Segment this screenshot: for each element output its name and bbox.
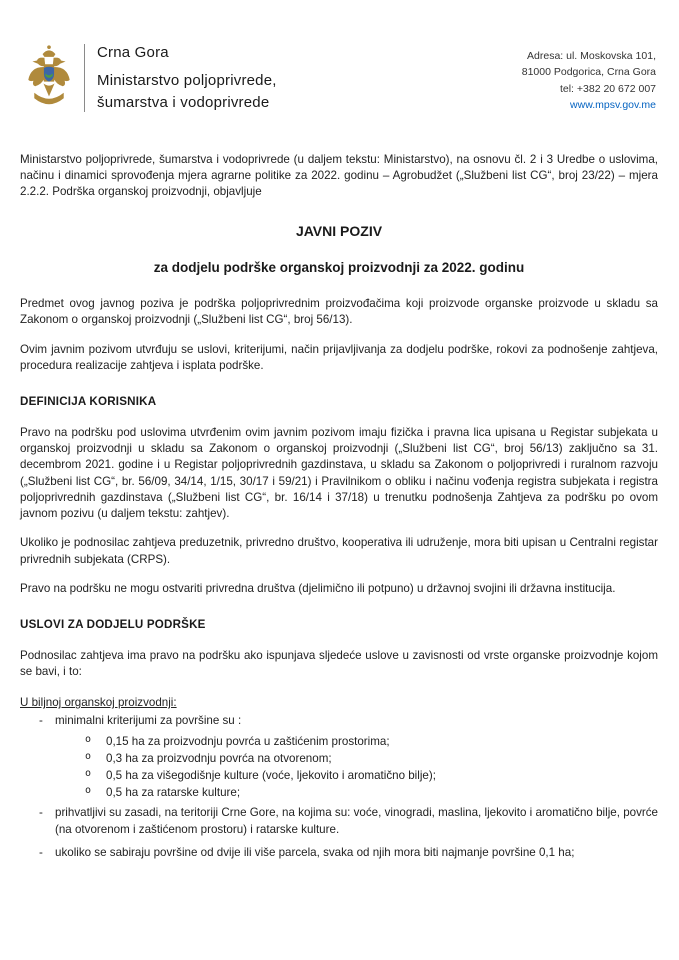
document-body — [20, 152, 658, 861]
paragraph-ukoliko-podnosilac: Ukoliko je podnosilac zahtjeva preduzetnik, privredno društvo, kooperativa ili udruženje, mora biti upisan u Centralni registar privrednih subjekata (CRPS). — [20, 536, 658, 566]
sub-bullet-text: 0,5 ha za ratarske kulture; — [106, 786, 241, 800]
letterhead-divider — [84, 44, 85, 112]
bullet-text: minimalni kriterijumi za površine su : — [55, 714, 242, 728]
paragraph-ovim-pozivom: Ovim javnim pozivom utvrđuju se uslovi, kriterijumi, način prijavljivanja za dodjelu podrške, rokovi za podnošenje zahtjeva, procedura realizacije zahtjeva i isplata podrške. — [20, 342, 658, 372]
circle-bullet-marker: o — [85, 785, 92, 797]
address-line1: Adresa: ul. Moskovska 101, — [527, 50, 656, 62]
phone-number: tel: +382 20 672 007 — [559, 82, 656, 95]
org-country: Crna Gora — [97, 44, 169, 61]
document-subtitle: za dodjelu podrške organskoj proizvodnji za 2022. godinu — [153, 260, 525, 276]
sub-bullet-ratarske-kulture — [20, 784, 658, 801]
ministry-name-line1: Ministarstvo poljoprivrede, — [97, 72, 277, 89]
intro-paragraph: Ministarstvo poljoprivrede, šumarstva i vodoprivrede (u daljem tekstu: Ministarstvo), na osnovu čl. 2 i 3 Uredbe o uslovima, načinu i dinamici sprovođenja mjera agrarne politike za 2022. godinu – Agrobudžet („Službeni list CG“, broj 23/22) – mjera 2.2.2. Podrška organskoj proizvodnji, objavljuje — [20, 152, 658, 198]
letterhead — [26, 42, 656, 114]
paragraph-predmet: Predmet ovog javnog poziva je podrška poljoprivrednim proizvođačima koji proizvode organske proizvode u skladu sa Zakonom o organskoj proizvodnji („Službeni list CG“, broj 56/13). — [20, 297, 658, 327]
address-line2: 81000 Podgorica, Crna Gora — [521, 66, 656, 79]
montenegro-coat-of-arms-icon — [26, 43, 72, 113]
sub-bullet-text: 0,3 ha za proizvodnju povrća na otvorenom; — [106, 751, 332, 765]
section-heading-definicija-korisnika: DEFINICIJA KORISNIKA — [20, 395, 157, 409]
website-link[interactable]: www.mpsv.gov.me — [570, 98, 656, 111]
document-title: JAVNI POZIV — [295, 223, 383, 240]
bullet-text: ukoliko se sabiraju površine od dvije ili više parcela, svaka od njih mora biti najmanje površine 0,1 ha; — [55, 845, 575, 859]
bullet-text: prihvatljivi su zasadi, na teritoriji Crne Gore, na kojima su: voće, vinogradi, maslina, ljekovito i aromatično bilje, povrće (na otvorenom i zaštićenom prostoru) i ratarske kulture. — [55, 806, 658, 836]
section-heading-uslovi-za-dodjelu: USLOVI ZA DODJELU PODRŠKE — [20, 618, 206, 631]
dash-bullet-marker: - — [39, 714, 43, 728]
circle-bullet-marker: o — [85, 733, 92, 745]
bullet-prihvatljivi-zasadi — [20, 805, 658, 837]
sub-bullet-povrce-otvoreno — [20, 750, 658, 767]
circle-bullet-marker: o — [85, 750, 92, 762]
letterhead-left — [26, 42, 277, 114]
ministry-name-line2: šumarstva i vodoprivrede — [97, 93, 270, 111]
paragraph-podnosilac-uslovi: Podnosilac zahtjeva ima pravo na podršku ako ispunjava sljedeće uslove u zavisnosti od vrste organske proizvodnje kojom se bavi, i to: — [20, 649, 658, 679]
sub-bullet-text: 0,5 ha za višegodišnje kulture (voće, ljekovito i aromatično bilje); — [106, 768, 436, 782]
paragraph-pravo-na-podrsku: Pravo na podršku pod uslovima utvrđenim ovim javnim pozivom imaju fizička i pravna lica upisana u Registar subjekata u organskoj proizvodnji u skladu sa Zakonom o organskoj proizvodnji („Službeni list CG“, broj 56/13) zaključno sa 31. decembrom 2021. godine i u Registar poljoprivrednih gazdinstava, u skladu sa Zakonom o poljoprivredi i ruralnom razvoju („Službeni list CG“, br. 56/09, 34/14, 1/15, 30/17 i 59/21) i Pravilnikom o obliku i načinu vođenja registra subjekata i registra poljoprivrednih gazdinstava („Službeni list CG“, br. 16/14 i 37/18) u trenutku podnošenja Zahtjeva za podršku po ovom javnom pozivu (u daljem tekstu: zahtjev). — [20, 426, 658, 521]
sub-bullet-text: 0,15 ha za proizvodnju povrća u zaštićenim prostorima; — [106, 734, 390, 748]
plant-production-list-title: U biljnoj organskoj proizvodnji: — [20, 696, 177, 710]
bullet-sabiranje-povrsina — [20, 845, 658, 861]
dash-bullet-marker: - — [39, 845, 43, 859]
circle-bullet-marker: o — [85, 767, 92, 779]
paragraph-pravo-ne-mogu: Pravo na podršku ne mogu ostvariti privredna društva (djelimično ili potpuno) u državnoj svojini ili državna institucija. — [20, 581, 616, 595]
contact-block — [522, 42, 656, 114]
dash-bullet-marker: - — [39, 806, 43, 820]
sub-bullet-visegodisnje-kulture — [20, 767, 658, 784]
sub-bullet-povrce-zasticeni — [20, 733, 658, 750]
bullet-minimalni-kriterijumi — [20, 713, 658, 729]
organization-block — [97, 42, 277, 114]
